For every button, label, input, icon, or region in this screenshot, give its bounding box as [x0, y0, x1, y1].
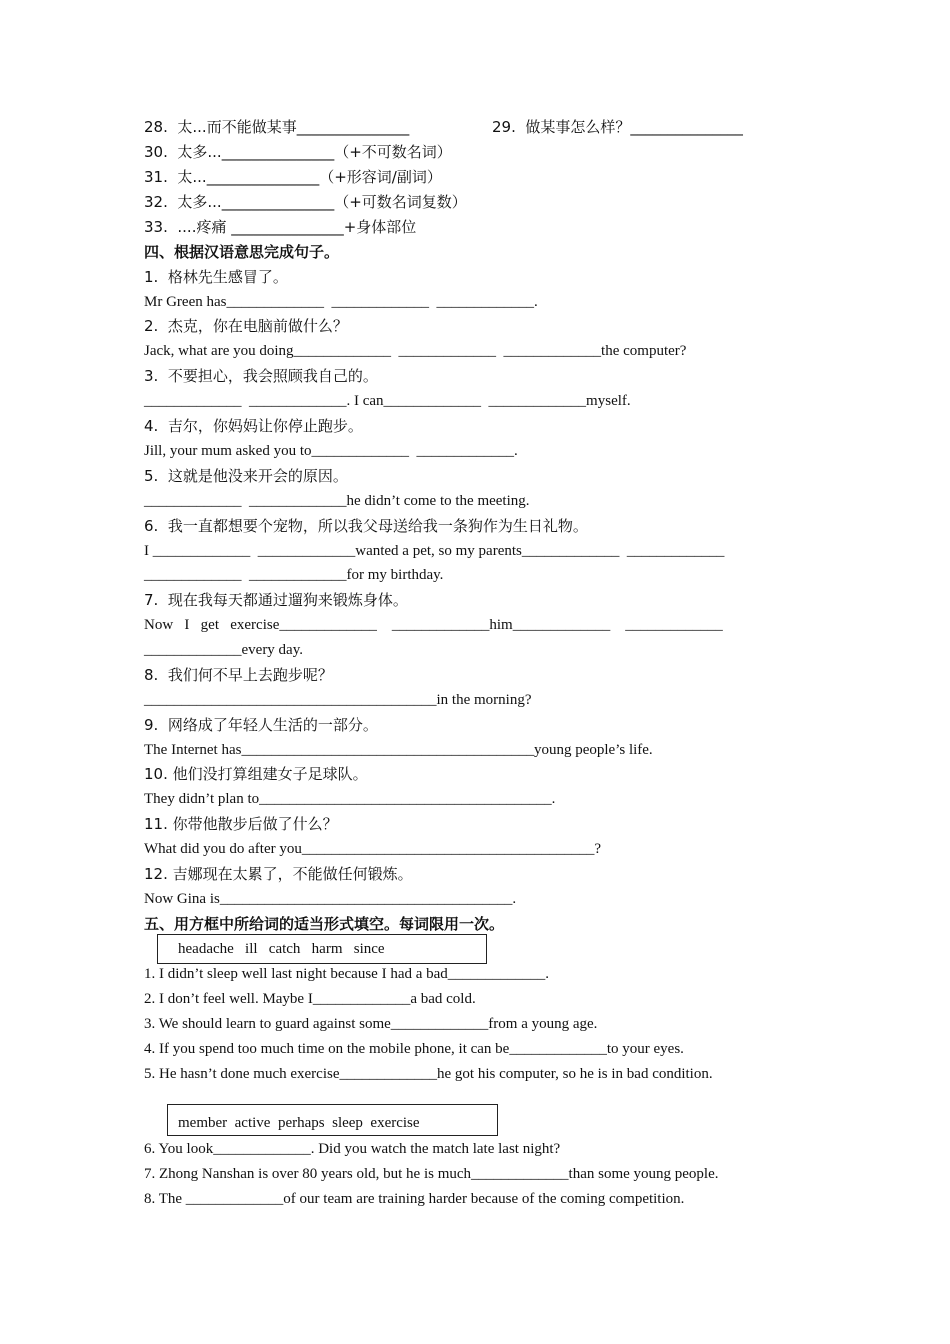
- s4-q10-prompt: 10. 他们没打算组建女子足球队。: [144, 765, 368, 783]
- s4-q1-answer: Mr Green has_____________ _____________ _____________.: [144, 294, 538, 310]
- word-box-2: member active perhaps sleep exercise: [167, 1104, 498, 1136]
- s5-q4: 4. If you spend too much time on the mobile phone, it can be_____________to your eyes.: [144, 1041, 684, 1057]
- vocab-item-33: 33. ....疼痛 _______________+身体部位: [144, 218, 417, 236]
- word-box-1: headache ill catch harm since: [157, 934, 487, 964]
- section4-title: 四、根据汉语意思完成句子。: [144, 243, 340, 261]
- s4-q9-prompt: 9. 网络成了年轻人生活的一部分。: [144, 716, 378, 734]
- s4-q9-answer: The Internet has_______________________________________young people’s life.: [144, 742, 653, 758]
- s4-q5-answer: _____________ _____________he didn’t come to the meeting.: [144, 493, 530, 509]
- s4-q6-prompt: 6. 我一直都想要个宠物，所以我父母送给我一条狗作为生日礼物。: [144, 517, 588, 535]
- s4-q10-answer: They didn’t plan to_______________________________________.: [144, 791, 556, 807]
- vocab-item-28: 28. 太...而不能做某事_______________: [144, 118, 410, 136]
- s4-q8-prompt: 8. 我们何不早上去跑步呢？: [144, 666, 333, 684]
- section5-title: 五、用方框中所给词的适当形式填空。每词限用一次。: [144, 915, 505, 933]
- s5-q8: 8. The _____________of our team are training harder because of the coming competition.: [144, 1191, 685, 1207]
- s4-q7-answer-line1: Now I get exercise_____________ _____________him_____________ _____________: [144, 617, 723, 633]
- s4-q6-answer-line1: I _____________ _____________wanted a pet, so my parents_____________ _____________: [144, 543, 725, 559]
- s4-q2-answer: Jack, what are you doing_____________ _____________ _____________the computer?: [144, 343, 687, 359]
- vocab-item-32: 32. 太多..._______________（+可数名词复数）: [144, 193, 467, 211]
- s4-q1-prompt: 1. 格林先生感冒了。: [144, 268, 288, 286]
- s4-q3-prompt: 3. 不要担心，我会照顾我自己的。: [144, 367, 378, 385]
- s4-q3-answer: _____________ _____________. I can_____________ _____________myself.: [144, 393, 631, 409]
- s4-q12-prompt: 12. 吉娜现在太累了，不能做任何锻炼。: [144, 865, 413, 883]
- s5-q7: 7. Zhong Nanshan is over 80 years old, but he is much_____________than some young people.: [144, 1166, 719, 1182]
- s4-q4-prompt: 4. 吉尔，你妈妈让你停止跑步。: [144, 417, 363, 435]
- vocab-item-30: 30. 太多..._______________（+不可数名词）: [144, 143, 452, 161]
- s4-q12-answer: Now Gina is_______________________________________.: [144, 891, 517, 907]
- s4-q11-prompt: 11. 你带他散步后做了什么？: [144, 815, 338, 833]
- s4-q11-answer: What did you do after you_______________________________________?: [144, 841, 602, 857]
- s4-q4-answer: Jill, your mum asked you to_____________ _____________.: [144, 443, 518, 459]
- s4-q8-answer: _______________________________________in the morning?: [144, 692, 532, 708]
- s4-q7-prompt: 7. 现在我每天都通过遛狗来锻炼身体。: [144, 591, 408, 609]
- s4-q6-answer-line2: _____________ _____________for my birthday.: [144, 567, 444, 583]
- vocab-item-29: 29. 做某事怎么样？_______________: [492, 118, 743, 136]
- s5-q2: 2. I don’t feel well. Maybe I_____________a bad cold.: [144, 991, 476, 1007]
- s4-q2-prompt: 2. 杰克，你在电脑前做什么？: [144, 317, 348, 335]
- s5-q3: 3. We should learn to guard against some_____________from a young age.: [144, 1016, 598, 1032]
- s4-q7-answer-line2: _____________every day.: [144, 642, 303, 658]
- s5-q6: 6. You look_____________. Did you watch the match late last night?: [144, 1141, 561, 1157]
- vocab-item-31: 31. 太..._______________（+形容词/副词）: [144, 168, 442, 186]
- s5-q1: 1. I didn’t sleep well last night because I had a bad_____________.: [144, 966, 550, 982]
- s5-q5: 5. He hasn’t done much exercise_____________he got his computer, so he is in bad condition.: [144, 1066, 713, 1082]
- s4-q5-prompt: 5. 这就是他没来开会的原因。: [144, 467, 348, 485]
